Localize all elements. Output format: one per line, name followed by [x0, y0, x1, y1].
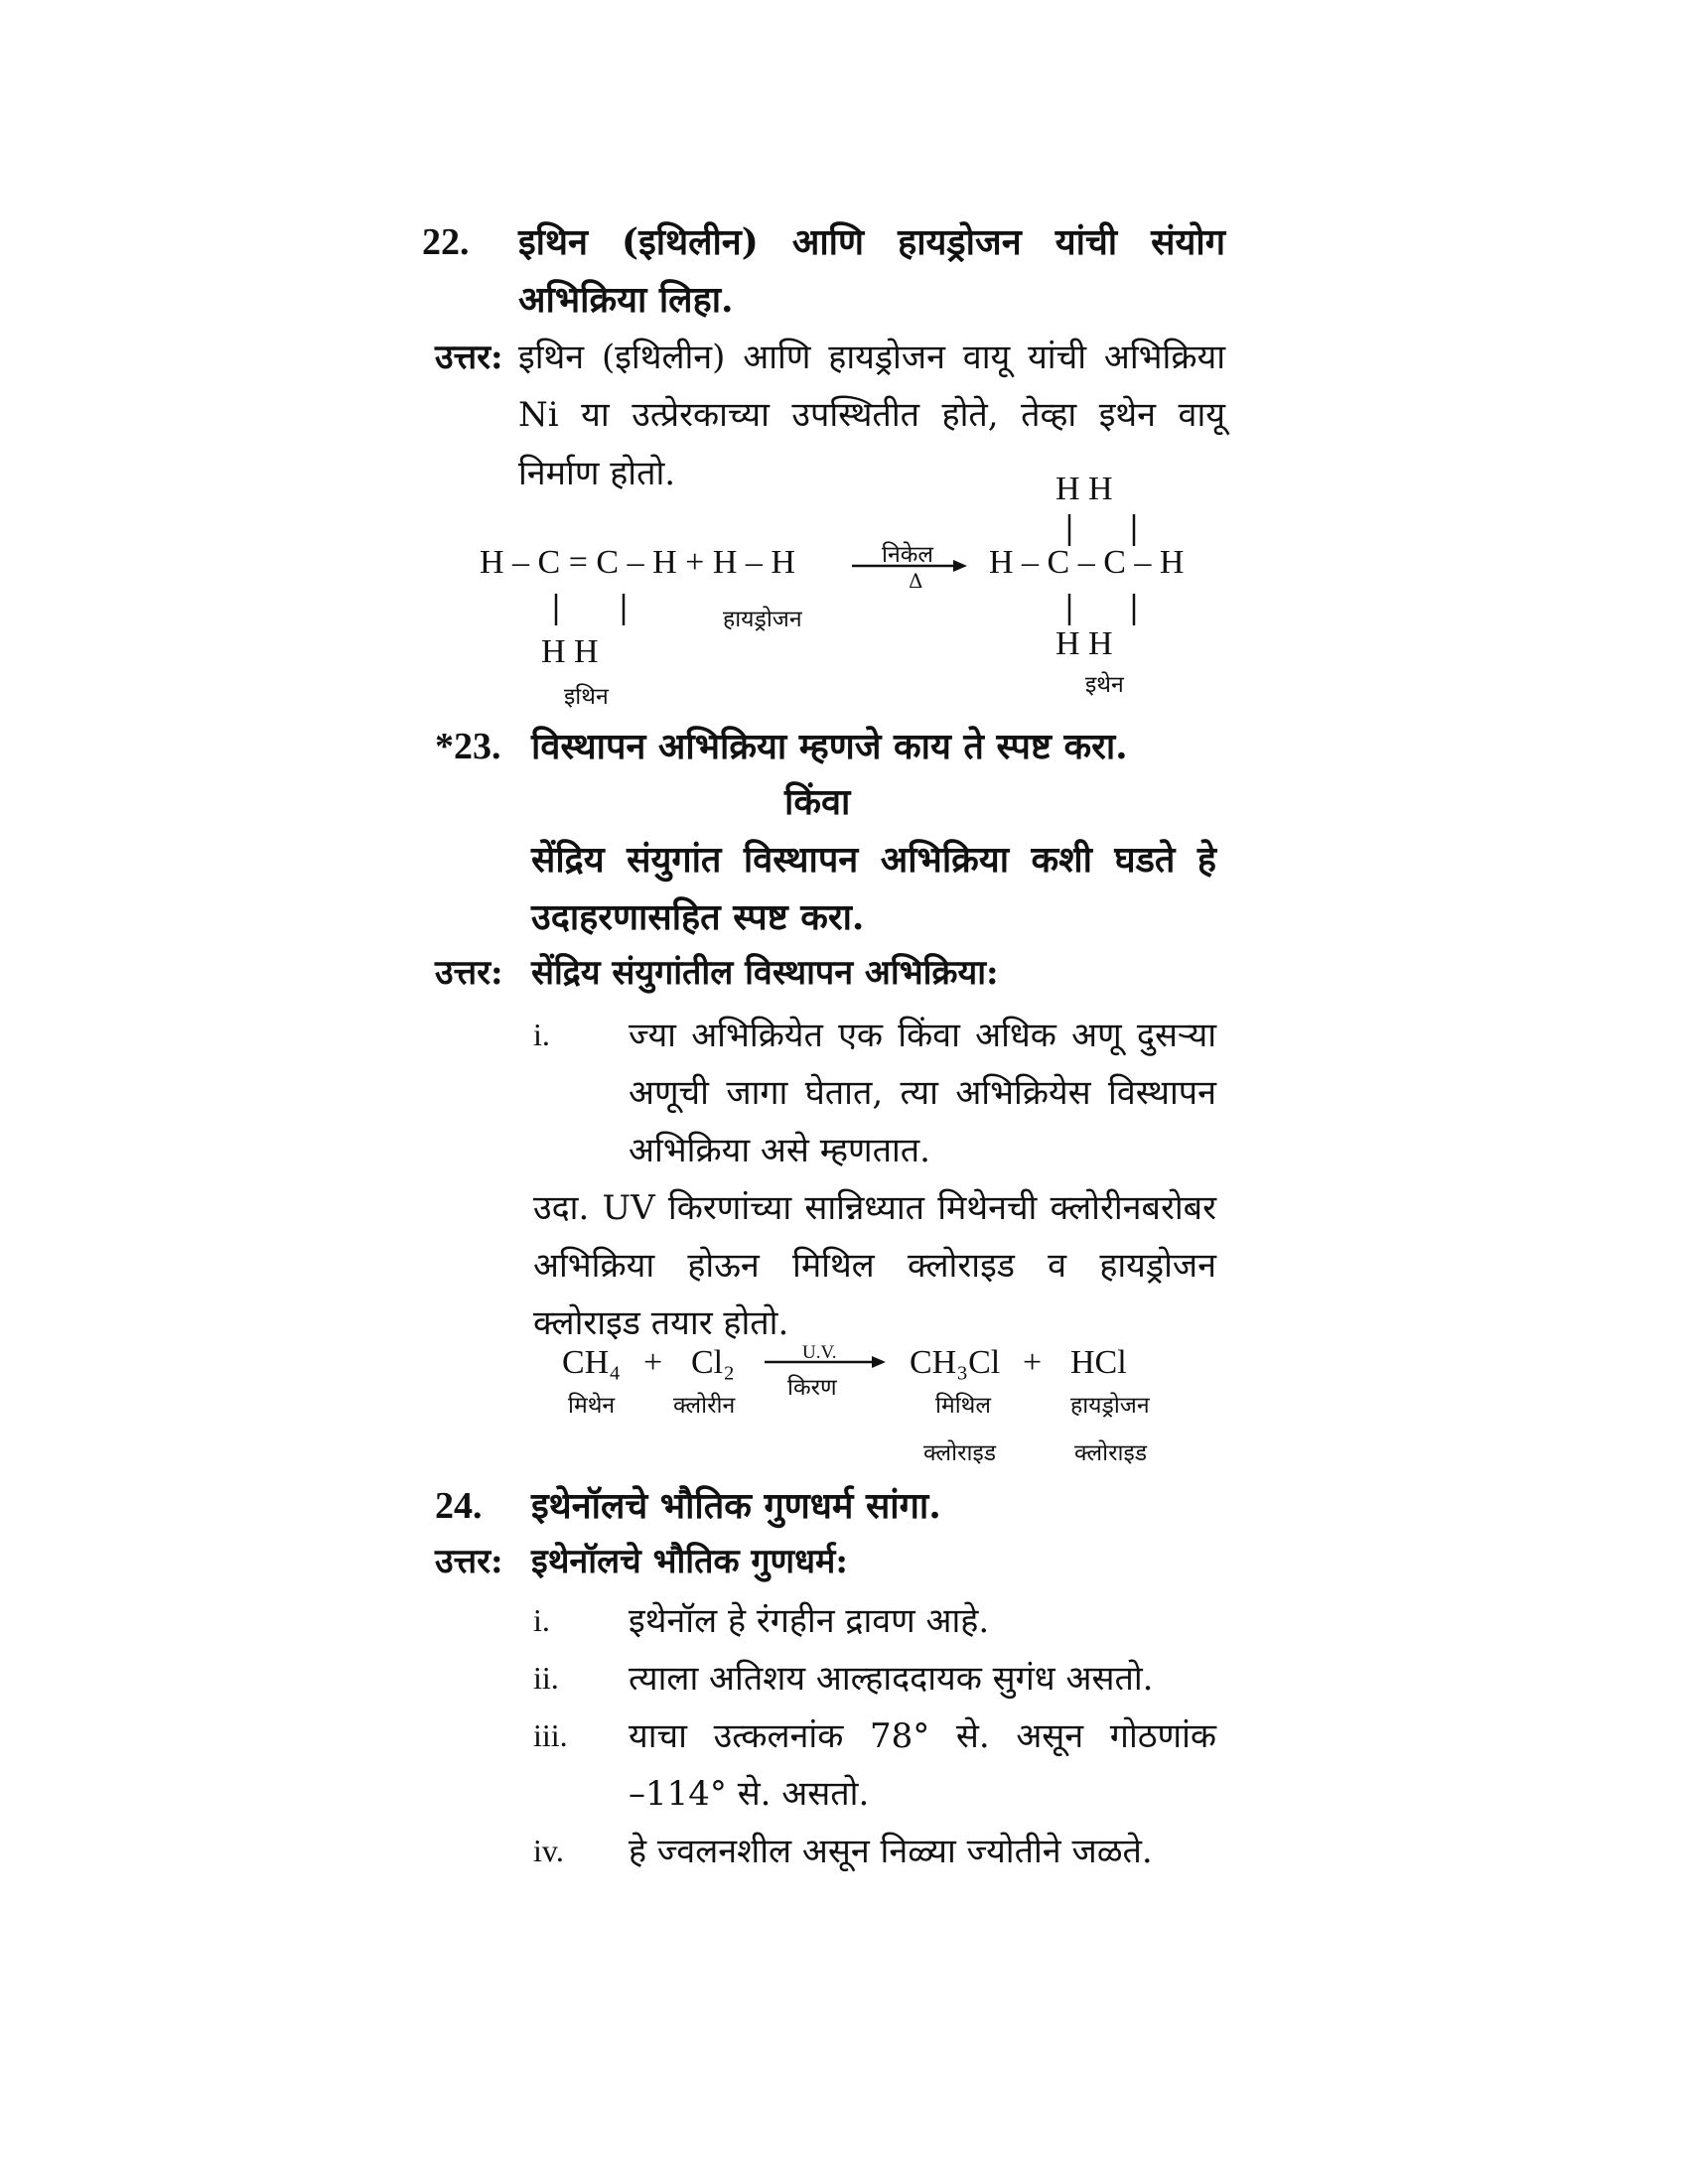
answer-heading: सेंद्रिय संयुगांतील विस्थापन अभिक्रिया: [531, 953, 999, 993]
answer-text: निर्माण होतो. [518, 454, 676, 493]
or-divider: किंवा [784, 781, 851, 823]
question-text: विस्थापन अभिक्रिया म्हणजे काय ते स्पष्ट करा. [531, 726, 1128, 767]
question-number: *23. [435, 726, 501, 767]
point-text: अणूची जागा घेतात, त्या अभिक्रियेस विस्थापन [629, 1073, 1216, 1113]
heat-symbol: Δ [909, 569, 923, 593]
question-text: अभिक्रिया लिहा. [518, 279, 734, 321]
question-text: उदाहरणासहित स्पष्ट करा. [531, 896, 865, 938]
uv-label: U.V. [802, 1342, 837, 1363]
question-text: इथेनॉलचे भौतिक गुणधर्म सांगा. [531, 1485, 941, 1527]
point-text: हे ज्वलनशील असून निळ्या ज्योतीने जळते. [629, 1832, 1153, 1871]
methyl-label: मिथिल [935, 1393, 991, 1419]
methyl-chloride-formula: CH₃Cl [910, 1344, 1001, 1381]
chlorine-label: क्लोरीन [673, 1393, 736, 1419]
question-text: सेंद्रिय संयुगांत विस्थापन अभिक्रिया कशी घडते हे [531, 839, 1216, 881]
hydrogen-label: हायड्रोजन [1070, 1393, 1150, 1419]
point-text: इथेनॉल हे रंगहीन द्रावण आहे. [629, 1601, 990, 1641]
answer-text: इथिन (इथिलीन) आणि हायड्रोजन वायू यांची अभिक्रिया [518, 338, 1225, 377]
point-number: i. [533, 1017, 550, 1052]
rays-label: किरण [787, 1375, 837, 1401]
hydrogenation-equation-svg [477, 467, 1251, 715]
answer-label: उत्तर: [435, 953, 503, 993]
methane-formula: CH₄ [562, 1344, 622, 1381]
question-number: 22. [422, 221, 470, 263]
example-text: अभिक्रिया होऊन मिथिल क्लोराइड व हायड्रोजन [533, 1246, 1216, 1286]
example-text: क्लोराइड तयार होतो. [533, 1303, 789, 1343]
question-text: इथिन (इथिलीन) आणि हायड्रोजन यांची संयोग [518, 221, 1225, 263]
hydrogen-atoms: H H [1055, 471, 1113, 507]
chloride-label: क्लोराइड [923, 1440, 997, 1466]
answer-label: उत्तर: [435, 1542, 503, 1581]
point-number: ii. [533, 1660, 559, 1696]
arrow-head [872, 1356, 886, 1368]
hydrogen-atoms: H H [1055, 625, 1113, 662]
point-text: त्याला अतिशय आल्हाददायक सुगंध असतो. [629, 1659, 1154, 1699]
hydrogen-chloride-formula: HCl [1070, 1344, 1127, 1381]
point-text: अभिक्रिया असे म्हणतात. [629, 1131, 930, 1170]
point-text: –114° से. असतो. [629, 1774, 870, 1814]
chloride-label: क्लोराइड [1074, 1440, 1148, 1466]
plus-sign: + [643, 1344, 663, 1381]
point-number: iv. [533, 1833, 564, 1868]
arrow-head [953, 560, 967, 572]
ethane-label: इथेन [1085, 672, 1124, 698]
catalyst-label: निकेल [882, 542, 933, 568]
ethene-structure: H – C = C – H + H – H [480, 544, 795, 581]
example-text: उदा. UV किरणांच्या सान्निध्यात मिथेनची क्लोरीनबरोबर [533, 1188, 1216, 1228]
question-number: 24. [435, 1485, 483, 1527]
answer-label: उत्तर: [435, 338, 503, 377]
plus-sign: + [1023, 1344, 1043, 1381]
point-text: याचा उत्कलनांक 78° से. असून गोठणांक [629, 1716, 1216, 1756]
ethane-structure: H – C – C – H [989, 544, 1185, 581]
point-number: iii. [533, 1717, 568, 1753]
ethine-label: इथिन [564, 684, 609, 710]
chlorine-formula: Cl₂ [691, 1344, 735, 1381]
reaction-arrow-svg [763, 1350, 892, 1370]
hydrogen-label: हायड्रोजन [723, 607, 802, 632]
point-text: ज्या अभिक्रियेत एक किंवा अधिक अणू दुसऱ्या [629, 1016, 1216, 1055]
answer-heading: इथेनॉलचे भौतिक गुणधर्म: [531, 1542, 848, 1581]
hydrogen-atoms: H H [541, 633, 599, 670]
methane-label: मिथेन [568, 1393, 616, 1419]
answer-text: Ni या उत्प्रेरकाच्या उपस्थितीत होते, तेव्हा इथेन वायू [518, 395, 1225, 435]
point-number: i. [533, 1602, 550, 1638]
